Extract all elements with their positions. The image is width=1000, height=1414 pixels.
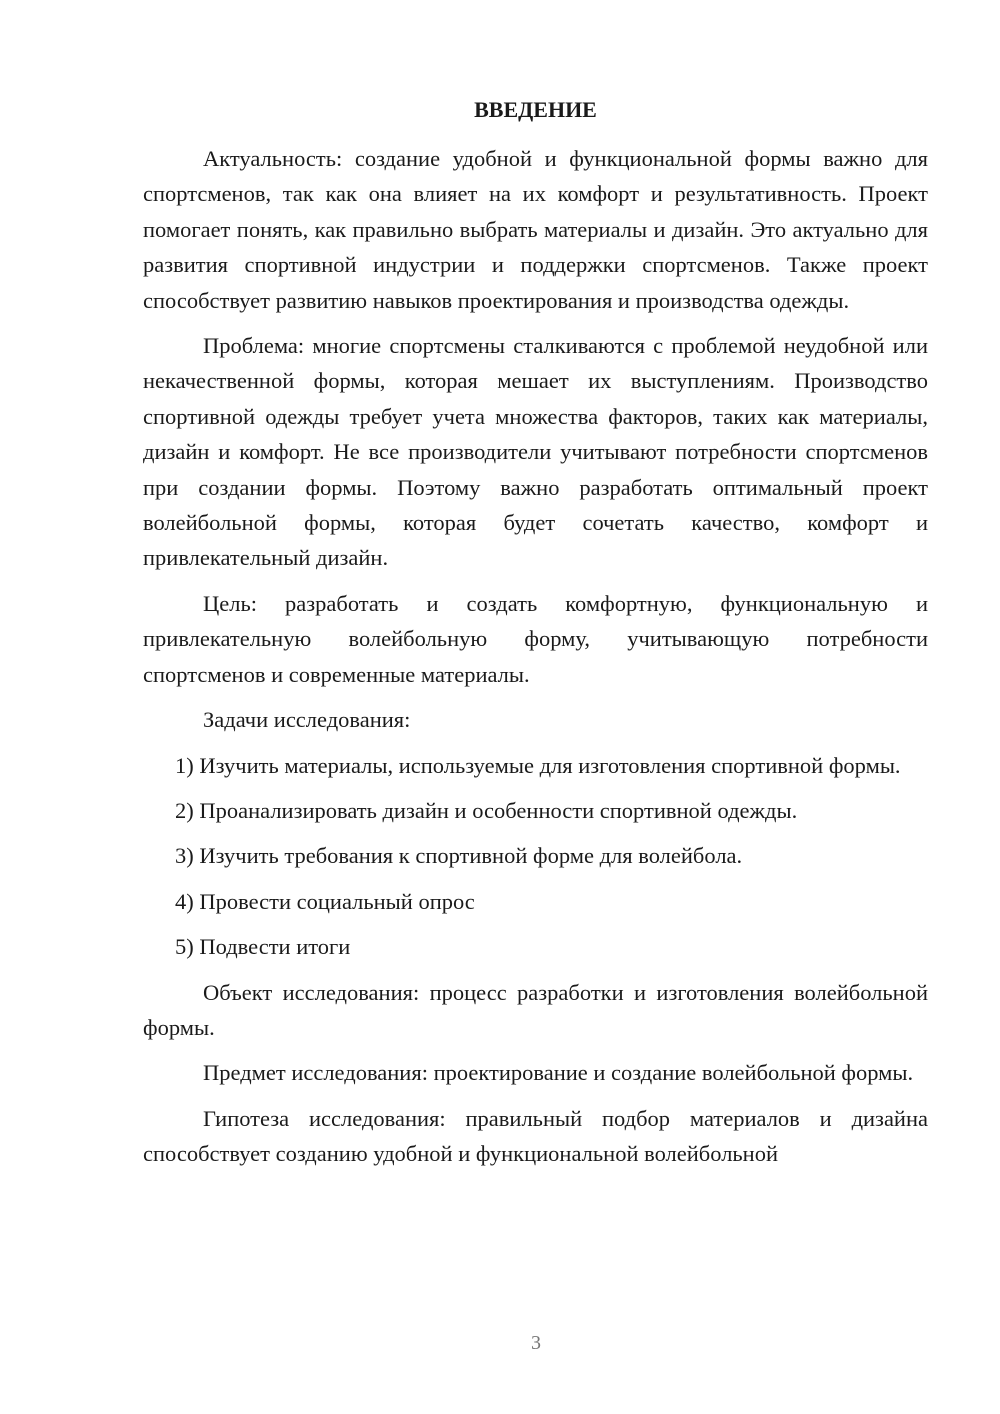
task-item-3: 3) Изучить требования к спортивной форме для волейбола. [175,843,743,869]
tasks-list [143,748,928,965]
paragraph-object: Объект исследования: процесс разработки и изготовления волейбольной формы. [143,979,928,1040]
task-item-1: 1) Изучить материалы, используемые для изготовления спортивной формы. [175,752,901,778]
paragraph-hypothesis: Гипотеза исследования: правильный подбор материалов и дизайна способствует созданию удобной и функциональной волейбольной [143,1105,928,1167]
page-number: 3 [531,1332,541,1354]
paragraph-goal: Цель: разработать и создать комфортную, функциональную и привлекательную волейбольную форму, учитывающую потребности спортсменов и современные материалы. [143,590,928,687]
document-page [143,92,928,1182]
task-item-4: 4) Провести социальный опрос [175,888,475,914]
paragraph-relevance: Актуальность: создание удобной и функциональной формы важно для спортсменов, так как она влияет на их комфорт и результативность. Проект помогает понять, как правильно выбрать материалы и дизайн. Это актуально для развития спортивной индустрии и поддержки спортсменов. Также проект способствует развитию навыков проектирования и производства одежды. [143,146,928,313]
paragraph-tasks-heading: Задачи исследования: [203,707,411,733]
paragraph-subject: Предмет исследования: проектирование и создание волейбольной формы. [203,1060,914,1086]
paragraph-problem: Проблема: многие спортсмены сталкиваются с проблемой неудобной или некачественной формы, которая мешает их выступлениям. Производство спортивной одежды требует учета множества факторов, таких как материалы, дизайн и комфорт. Не все производители учитывают потребности спортсменов при создании формы. Поэтому важно разработать оптимальный проект волейбольной формы, которая будет сочетать качество, комфорт и привлекательный дизайн. [143,333,928,571]
section-title: ВВЕДЕНИЕ [474,97,597,122]
task-item-5: 5) Подвести итоги [175,934,351,960]
task-item-2: 2) Проанализировать дизайн и особенности спортивной одежды. [175,797,798,823]
